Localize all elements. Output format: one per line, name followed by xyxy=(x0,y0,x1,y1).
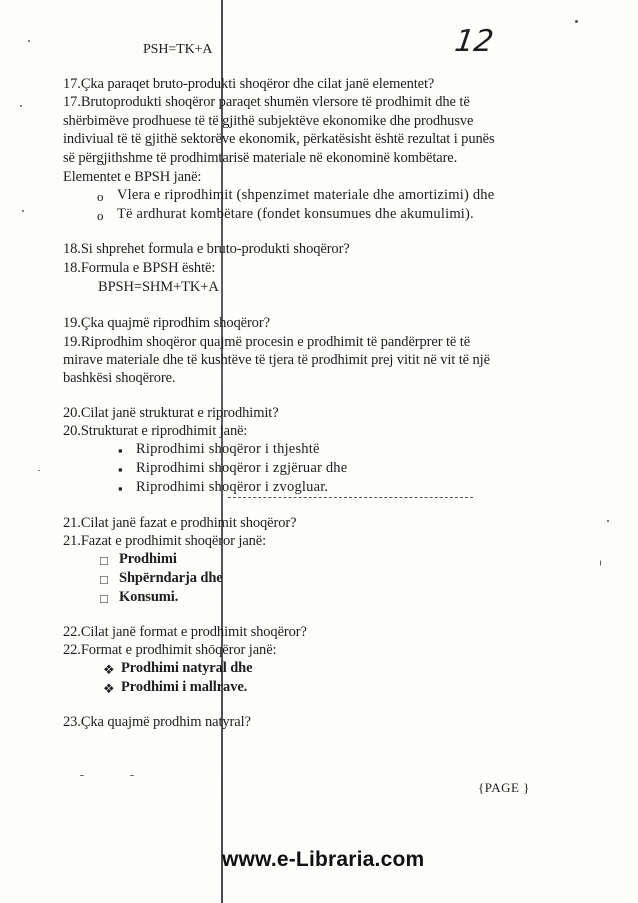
footer-watermark: www.e-Libraria.com xyxy=(222,848,425,871)
form-item-2: Prodhimi i mallrave. xyxy=(121,679,248,695)
scan-speck xyxy=(28,40,30,42)
scan-speck xyxy=(600,560,601,566)
answer-19-line-1: 19.Riprodhim shoqëror quajmë procesin e prodhimit të pandërprer të të xyxy=(63,334,471,350)
answer-19-line-3: bashkësi shoqërore. xyxy=(63,370,176,386)
circle-bullet-icon: o xyxy=(97,189,104,204)
question-20: 20.Cilat janë strukturat e riprodhimit? xyxy=(63,405,279,421)
question-19: 19.Çka quajmë riprodhim shoqëror? xyxy=(63,315,270,331)
answer-17-line-3: indiviual të të gjithë sektorëve ekonomik, përkatësisht është rezultat i punës xyxy=(63,131,495,147)
phase-item-2: Shpërndarja dhe xyxy=(119,570,223,586)
question-17: 17.Çka paraqet bruto-produkti shoqëror dhe cilat janë elementet? xyxy=(63,76,435,92)
scan-speck xyxy=(607,520,609,522)
circle-bullet-icon: o xyxy=(97,208,104,223)
diamond-bullet-icon: ❖ xyxy=(103,662,115,677)
question-18: 18.Si shprehet formula e bruto-produkti shoqëror? xyxy=(63,241,350,257)
scan-speck xyxy=(22,210,24,212)
scan-speck xyxy=(130,775,134,776)
formula-top: PSH=TK+A xyxy=(143,42,213,57)
answer-17-line-1: 17.Brutoprodukti shoqëror paraqet shumën vlersore të prodhimit dhe të xyxy=(63,94,470,110)
square-bullet-icon: ▪ xyxy=(118,462,123,477)
open-square-bullet-icon: □ xyxy=(100,572,108,587)
square-bullet-icon: ▪ xyxy=(118,481,123,496)
diamond-bullet-icon: ❖ xyxy=(103,681,115,696)
scan-speck xyxy=(20,105,22,107)
element-item-1: Vlera e riprodhimit (shpenzimet materiale dhe amortizimi) dhe xyxy=(117,187,495,203)
answer-21: 21.Fazat e prodhimit shoqëror janë: xyxy=(63,533,267,549)
phase-item-3: Konsumi. xyxy=(119,589,179,605)
phase-item-1: Prodhimi xyxy=(119,551,177,567)
structure-item-1: Riprodhimi shoqëror i thjeshtë xyxy=(136,441,320,457)
answer-19-line-2: mirave materiale dhe të kushtëve të tjera të prodhimit prej vitit në vit të një xyxy=(63,352,490,368)
page-mark-handwritten: 12 xyxy=(452,24,496,59)
answer-17-line-2: shërbimëve prodhuese të të gjithë subjektëve ekonomike dhe prodhusve xyxy=(63,113,474,129)
square-bullet-icon: ▪ xyxy=(118,443,123,458)
scan-speck xyxy=(38,470,40,471)
elements-label: Elementet e BPSH janë: xyxy=(63,169,202,185)
formula-bpsh: BPSH=SHM+TK+A xyxy=(98,279,219,295)
answer-18: 18.Formula e BPSH është: xyxy=(63,260,216,276)
structure-item-3: Riprodhimi shoqëror i zvogluar. xyxy=(136,479,329,495)
answer-22: 22.Format e prodhimit shoqëror janë: xyxy=(63,642,277,658)
question-22: 22.Cilat janë format e prodhimit shoqëror? xyxy=(63,624,307,640)
page-field: {PAGE } xyxy=(478,780,530,795)
scan-speck xyxy=(80,775,84,776)
form-item-1: Prodhimi natyral dhe xyxy=(121,660,253,676)
dashed-underline xyxy=(228,497,473,498)
answer-20: 20.Strukturat e riprodhimit janë: xyxy=(63,423,248,439)
scan-speck xyxy=(575,20,578,23)
question-21: 21.Cilat janë fazat e prodhimit shoqëror? xyxy=(63,515,297,531)
open-square-bullet-icon: □ xyxy=(100,553,108,568)
structure-item-2: Riprodhimi shoqëror i zgjëruar dhe xyxy=(136,460,348,476)
answer-17-line-4: së përgjithshme të prodhimtarisë materiale në ekonominë kombëtare. xyxy=(63,150,458,166)
element-item-2: Të ardhurat kombëtare (fondet konsumues dhe akumulimi). xyxy=(117,206,474,222)
open-square-bullet-icon: □ xyxy=(100,591,108,606)
question-23: 23.Çka quajmë prodhim natyral? xyxy=(63,714,251,730)
